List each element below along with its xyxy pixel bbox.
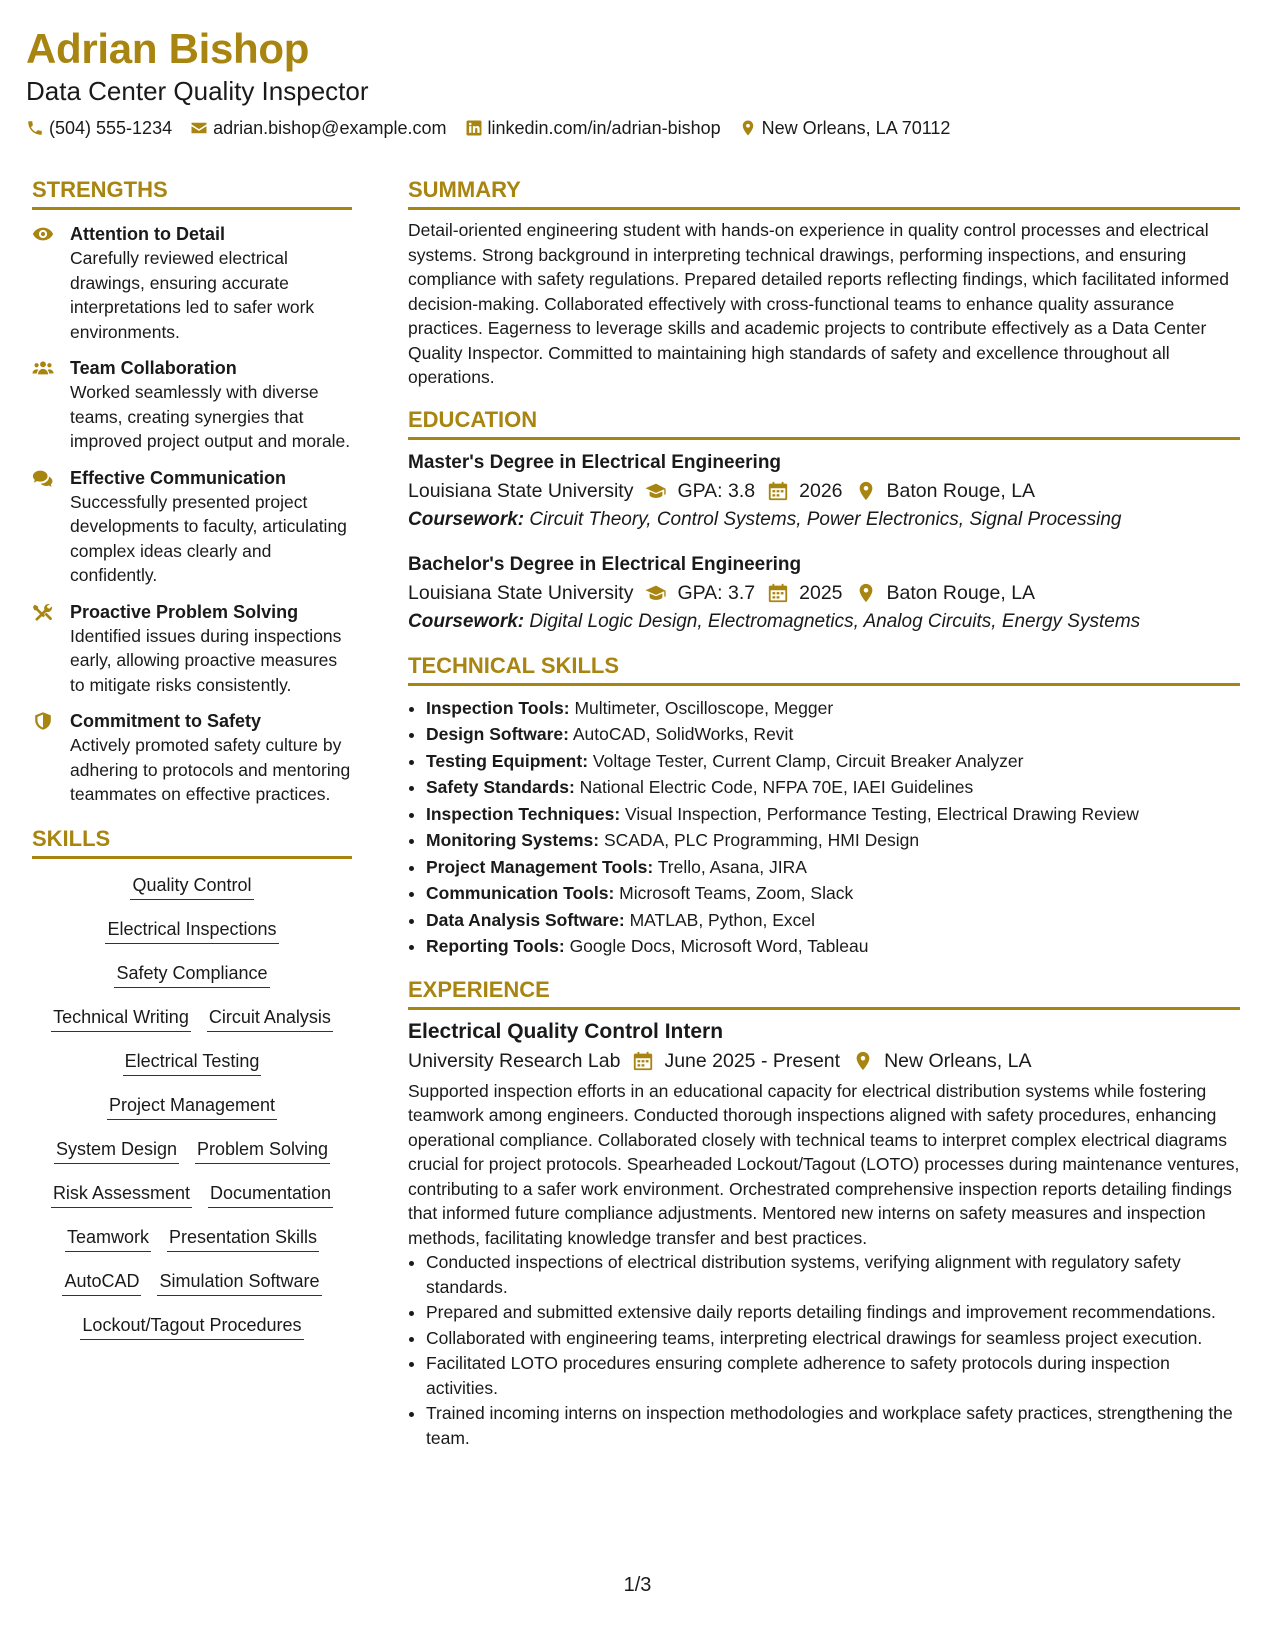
skill-label: Design Software: [426,724,569,744]
skill-value: Multimeter, Oscilloscope, Megger [574,697,834,718]
strength-title: Effective Communication [70,467,287,488]
skill-value: Microsoft Teams, Zoom, Slack [619,883,854,903]
technical-skills-section [408,652,1240,960]
list-item: • Facilitated LOTO procedures ensuring complete adherence to safety protocols during inspection activities. [426,1351,1240,1400]
skills-tags [32,867,352,1351]
strength-title: Attention to Detail [70,224,225,244]
strength-item [32,356,352,454]
skill-label: Monitoring Systems: [426,830,600,850]
school-name: Louisiana State University [408,479,634,502]
skill-tag: Electrical Testing [123,1049,262,1076]
location-text: Baton Rouge, LA [886,581,1036,604]
eye-icon [32,224,54,244]
skill-tag: Lockout/Tagout Procedures [80,1313,303,1340]
page-number: 1/3 [623,1574,652,1596]
skill-value: MATLAB, Python, Excel [629,909,816,930]
education-item [408,552,1240,636]
left-column [32,176,352,1351]
education-heading: EDUCATION [408,406,1240,440]
list-item: • Prepared and submitted extensive daily reports detailing findings and improvement recommendations. [426,1300,1240,1325]
tools-icon [32,602,54,622]
graduation-cap-icon [645,481,667,501]
strength-desc: Actively promoted safety culture by adhering to protocols and mentoring teammates on effective practices. [70,735,351,804]
phone-text: (504) 555-1234 [49,118,173,138]
strength-item [32,466,352,588]
job-title: Electrical Quality Control Intern [408,1019,724,1043]
list-item: • Trained incoming interns on inspection methodologies and workplace safety practices, strengthening the team. [426,1401,1240,1450]
list-item [426,827,1240,854]
skill-label: Inspection Techniques: [426,803,621,824]
skill-value: SCADA, PLC Programming, HMI Design [603,830,920,850]
skills-heading: SKILLS [32,825,352,859]
job-bullets [408,1250,1240,1450]
skill-value: National Electric Code, NFPA 70E, IAEI Guidelines [579,777,974,797]
list-item [426,880,1240,907]
gpa-text: GPA: 3.7 [677,581,756,604]
summary-heading: SUMMARY [408,176,1240,210]
skill-tag: Electrical Inspections [105,917,278,944]
degree-title: Bachelor's Degree in Electrical Engineering [408,553,802,575]
skill-tag: AutoCAD [62,1269,141,1296]
year-text: 2026 [799,479,843,502]
skill-tag: Safety Compliance [114,961,269,988]
shield-icon [32,711,54,731]
skill-value: Trello, Asana, JIRA [657,856,807,877]
summary-text: Detail-oriented engineering student with hands-on experience in quality control processes and electrical systems. Strong background in interpreting technical drawings, performing inspections, and ensuring compliance with safety regulations. Prepared detailed reports reflecting findings, which facilitated informed decision-making. Collaborated effectively with cross-functional teams to enhance quality assurance practices. Eagerness to leverage skills and academic projects to contribute effectively as a Data Center Quality Inspector. Committed to maintaining high standards of safety and excellence throughout all operations. [408,220,1229,387]
coursework-label: Coursework: [408,610,525,632]
education-meta [408,476,1240,506]
strength-title: Proactive Problem Solving [70,601,299,622]
calendar-icon [767,583,789,603]
list-item [426,748,1240,775]
linkedin-text: linkedin.com/in/adrian-bishop [487,118,721,138]
strength-title: Commitment to Safety [70,711,262,731]
education-item [408,450,1240,534]
location-text: Baton Rouge, LA [886,479,1036,502]
strength-item [32,709,352,807]
list-item [426,774,1240,801]
skill-label: Data Analysis Software: [426,909,625,930]
contact-email[interactable] [190,117,446,139]
coursework-list: Circuit Theory, Control Systems, Power Electronics, Signal Processing [529,508,1122,530]
job-location: New Orleans, LA [884,1049,1032,1072]
technical-skills-heading: TECHNICAL SKILLS [408,652,1240,686]
calendar-icon [767,481,789,501]
coursework [408,608,1240,636]
contact-linkedin[interactable] [465,117,721,139]
list-item: • Conducted inspections of electrical distribution systems, verifying alignment with regulatory safety standards. [426,1250,1240,1299]
strength-desc: Identified issues during inspections early, allowing proactive measures to mitigate risks consistently. [70,625,342,695]
skill-value: Google Docs, Microsoft Word, Tableau [569,936,869,956]
candidate-role: Data Center Quality Inspector [26,76,369,106]
list-item [426,801,1240,828]
experience-heading: EXPERIENCE [408,976,1240,1010]
strength-title: Team Collaboration [70,358,237,378]
skill-tag: Simulation Software [157,1269,321,1296]
map-pin-icon [855,583,877,603]
skill-tag: Quality Control [130,873,253,900]
education-meta [408,578,1240,608]
skill-tag: Project Management [107,1093,277,1120]
skill-label: Project Management Tools: [426,856,654,877]
users-icon [32,358,54,378]
skill-tag: Presentation Skills [167,1225,319,1252]
location-text: New Orleans, LA 70112 [761,118,951,138]
skill-tag: Teamwork [65,1225,151,1252]
graduation-cap-icon [645,583,667,603]
skill-tag: Documentation [208,1181,333,1208]
education-section [408,406,1240,636]
skill-label: Communication Tools: [426,883,615,903]
candidate-name: Adrian Bishop [26,25,310,72]
skill-value: Visual Inspection, Performance Testing, Electrical Drawing Review [625,803,1139,824]
contact-location [739,117,951,139]
school-name: Louisiana State University [408,581,634,604]
linkedin-icon [465,119,483,137]
skill-label: Inspection Tools: [426,697,570,718]
skill-label: Safety Standards: [426,777,575,797]
skill-value: AutoCAD, SolidWorks, Revit [572,724,794,744]
email-text: adrian.bishop@example.com [213,118,447,138]
resume-header [26,24,1246,139]
skill-tag: Circuit Analysis [207,1005,333,1032]
phone-icon [26,119,44,137]
company-name: University Research Lab [408,1049,621,1072]
job-description: Supported inspection efforts in an educational capacity for electrical distribution systems while fostering teamwork among engineers. Conducted thorough inspections aligned with safety procedures, enhancing operational compliance. Collaborated closely with technical teams to interpret complex electrical diagrams crucial for project protocols. Spearheaded Lockout/Tagout (LOTO) processes during maintenance ventures, contributing to a safer work environment. Orchestrated comprehensive inspection reports detailing findings that informed future compliance adjustments. Mentored new interns on safety measures and inspection methods, facilitating knowledge transfer and best practices. [408,1080,1240,1248]
list-item [426,854,1240,881]
degree-title: Master's Degree in Electrical Engineering [408,451,782,473]
strength-item [32,222,352,344]
skill-label: Reporting Tools: [426,936,565,956]
skill-tag: Technical Writing [51,1005,191,1032]
strengths-list [32,222,352,807]
contact-phone[interactable] [26,117,172,139]
coursework-label: Coursework: [408,508,525,530]
skill-tag: Risk Assessment [51,1181,192,1208]
list-item: • Collaborated with engineering teams, interpreting electrical drawings for seamless project execution. [426,1326,1240,1351]
strength-item [32,600,352,698]
skill-tag: Problem Solving [195,1137,330,1164]
strength-desc: Carefully reviewed electrical drawings, ensuring accurate interpretations led to safer work environments. [70,248,315,342]
map-pin-icon [852,1051,874,1071]
list-item [426,933,1240,960]
contact-bar [26,117,1246,139]
job-dates: June 2025 - Present [664,1049,841,1072]
job-meta [408,1046,1240,1076]
calendar-icon [632,1051,654,1071]
list-item [426,907,1240,934]
year-text: 2025 [799,581,843,604]
map-pin-icon [855,481,877,501]
skill-tag: System Design [54,1137,179,1164]
skill-value: Voltage Tester, Current Clamp, Circuit Breaker Analyzer [592,750,1024,771]
gpa-text: GPA: 3.8 [677,479,756,502]
envelope-icon [190,119,208,137]
skill-label: Testing Equipment: [426,750,589,771]
list-item [426,695,1240,722]
strengths-heading: STRENGTHS [32,176,352,210]
list-item [426,721,1240,748]
right-column [408,176,1240,1451]
map-pin-icon [739,119,757,137]
comments-icon [32,468,54,488]
strength-desc: Worked seamlessly with diverse teams, creating synergies that improved project output and morale. [70,382,351,451]
coursework-list: Digital Logic Design, Electromagnetics, Analog Circuits, Energy Systems [529,610,1141,632]
technical-skills-list [408,695,1240,960]
strength-desc: Successfully presented project developments to faculty, articulating complex ideas clearly and confidently. [70,491,347,585]
coursework [408,506,1240,534]
experience-section [408,976,1240,1451]
